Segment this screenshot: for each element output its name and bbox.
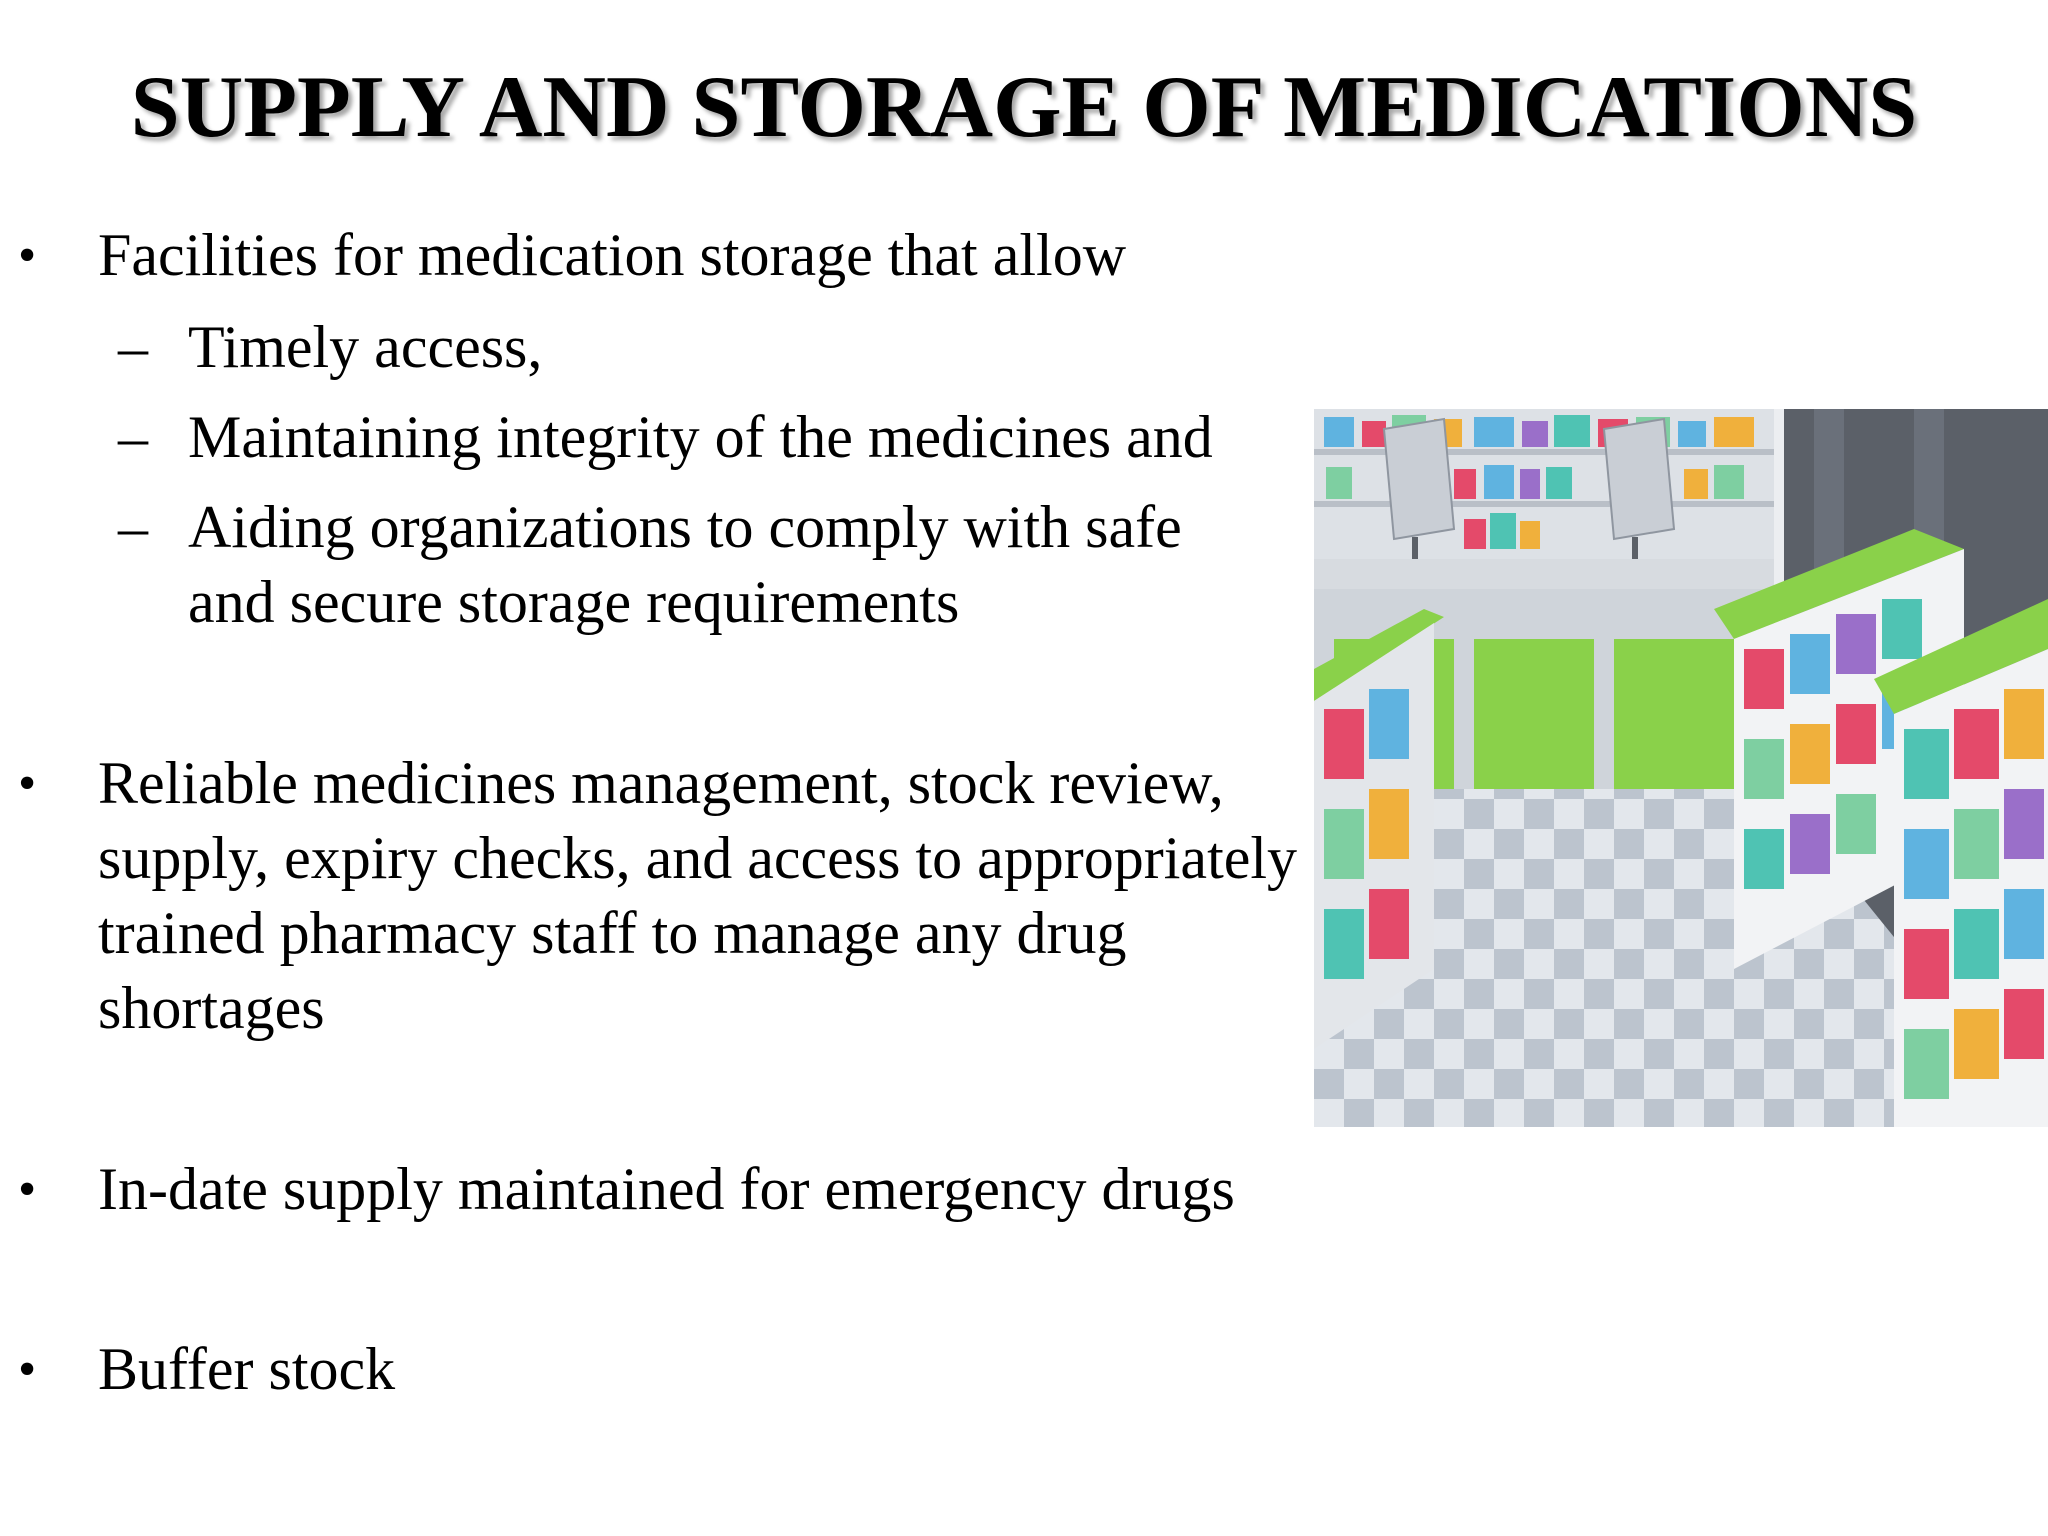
- bullet-text: In-date supply maintained for emergency drugs: [98, 1156, 1235, 1222]
- slide-title: SUPPLY AND STORAGE OF MEDICATIONS: [130, 59, 1918, 156]
- bullet-marker: •: [18, 755, 37, 812]
- bullet-text: Reliable medicines management, stock review, supply, expiry checks, and access to appropriately trained pharmacy staff to manage any drug shortages: [98, 750, 1298, 1041]
- dash-marker: –: [118, 314, 148, 380]
- bullet-item: [0, 1332, 1310, 1412]
- sub-bullet-item: [0, 310, 1310, 390]
- dash-marker: –: [118, 494, 148, 560]
- sub-bullet-item: [0, 490, 1310, 650]
- bullet-text: Buffer stock: [98, 1336, 396, 1402]
- pharmacy-illustration: [1314, 409, 2048, 1127]
- bullet-marker: •: [18, 1161, 37, 1218]
- sub-bullet-item: [0, 400, 1310, 480]
- pharmacy-aisle-image: [1314, 409, 2048, 1127]
- bullet-item: [0, 218, 1310, 298]
- bullet-marker: •: [18, 227, 37, 284]
- sub-bullet-text: Aiding organizations to comply with safe and secure storage requirements: [188, 494, 1182, 635]
- sub-bullet-text: Maintaining integrity of the medicines and: [188, 404, 1213, 470]
- bullet-text: Facilities for medication storage that allow: [98, 222, 1127, 288]
- bullet-marker: •: [18, 1341, 37, 1398]
- sub-bullet-text: Timely access,: [188, 314, 543, 380]
- bullet-item: [0, 746, 1310, 1056]
- dash-marker: –: [118, 404, 148, 470]
- bullet-item: [0, 1152, 1310, 1232]
